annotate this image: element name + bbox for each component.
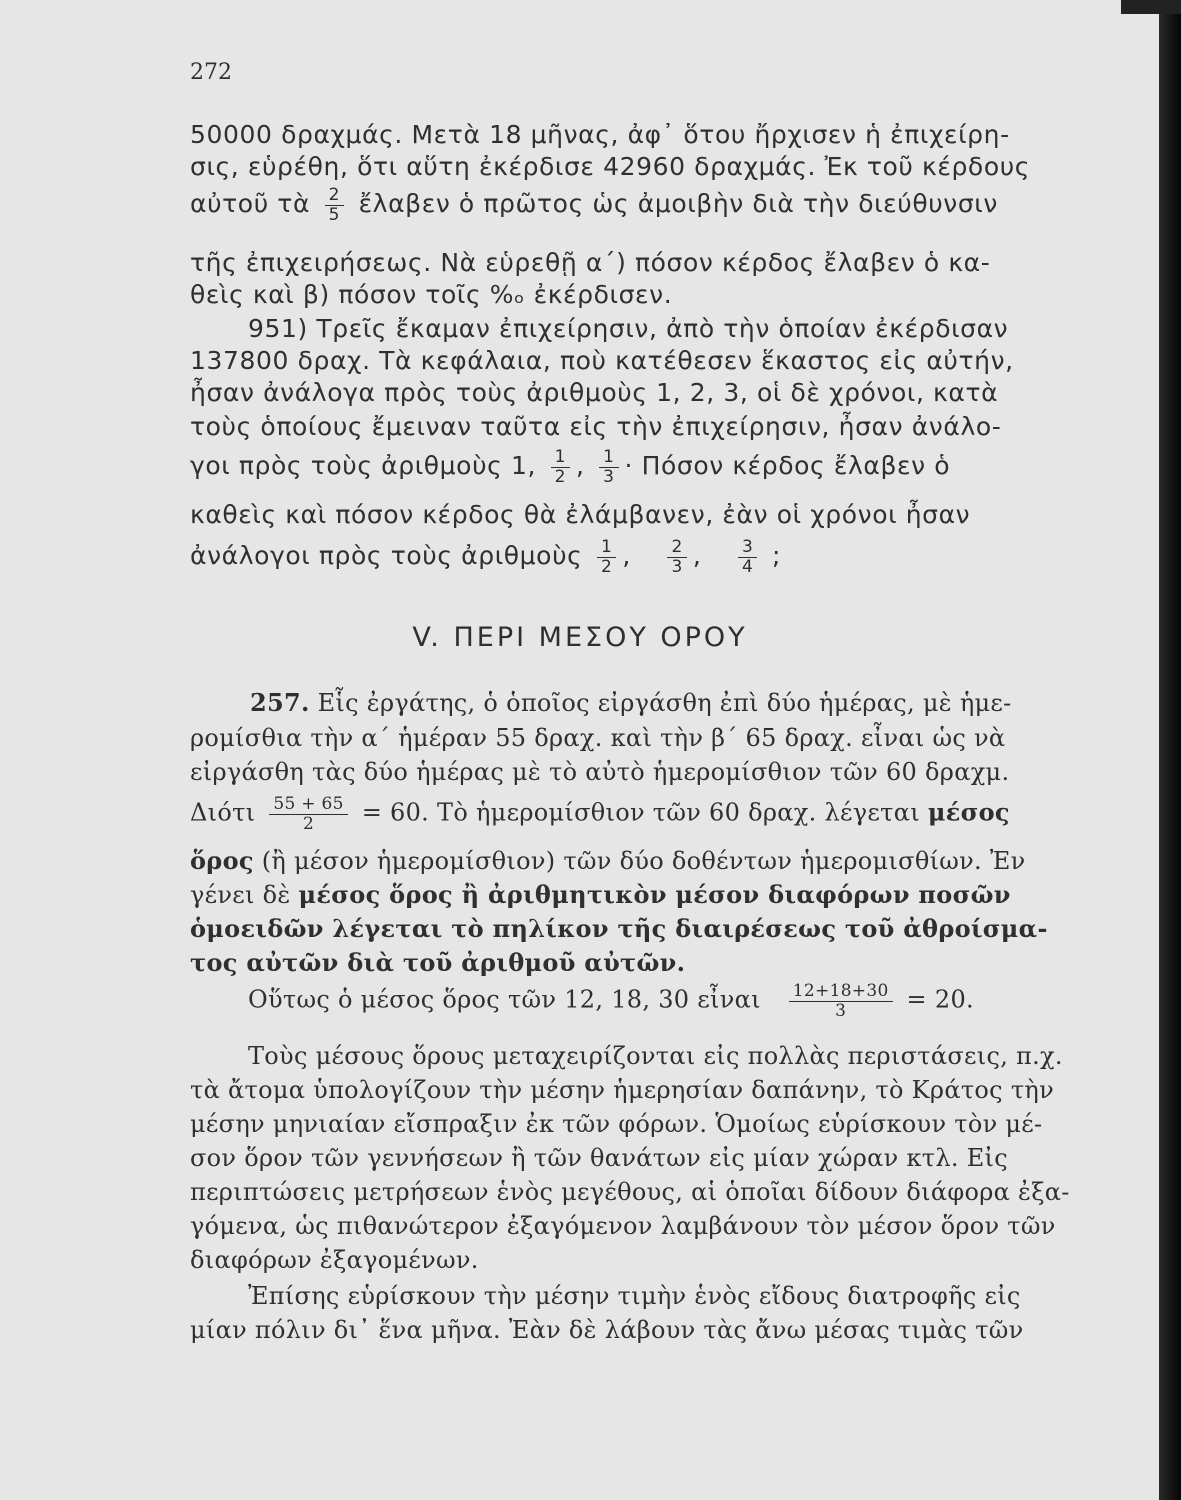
text-line <box>250 688 1012 717</box>
fraction <box>325 186 344 224</box>
fraction-numerator: 1 <box>597 538 616 558</box>
text-span: μέσην μηνιαίαν εἴσπραξιν ἐκ τῶν φόρων. Ὁμοίως εὑρίσκουν τὸν μέ- <box>190 1110 1043 1138</box>
text-span: θεὶς καὶ β) πόσον τοῖς %ₒ ἐκέρδισεν. <box>190 280 673 309</box>
text-line <box>190 346 1014 375</box>
text-span: Τοὺς μέσους ὅρους μεταχειρίζονται εἰς πολλὰς περιστάσεις, π.χ. <box>248 1042 1063 1070</box>
text-span: Οὕτως ὁ μέσος ὅρος τῶν 12, 18, 30 εἶναι <box>248 985 761 1014</box>
fraction-denominator: 4 <box>742 556 754 577</box>
text-span: (ἢ μέσον ἡμερομίσθιον) τῶν δύο δοθέντων ἡμερομισθίων. Ἐν <box>261 847 1026 875</box>
text-line <box>190 1144 1008 1172</box>
text-span: αὐτοῦ τὰ <box>190 189 311 219</box>
text-span: τοὺς ὁποίους ἔμειναν ταῦτα εἰς τὴν ἐπιχείρησιν, ἦσαν ἀνάλο- <box>190 412 1002 441</box>
text-span: καθεὶς καὶ πόσον κέρδος θὰ ἐλάμβανεν, ἐὰν οἱ χρόνοι ἦσαν <box>190 500 971 529</box>
fraction-denominator: 2 <box>302 813 315 834</box>
fraction-denominator: 2 <box>600 556 613 577</box>
text-line <box>190 1246 479 1274</box>
text-span: σις, εὑρέθη, ὅτι αὕτη ἐκέρδισε 42960 δραχμάς. Ἐκ τοῦ κέρδους <box>190 152 1031 181</box>
fraction-numerator: 1 <box>551 448 570 468</box>
text-span: ἀνάλογοι πρὸς τοὺς ἀριθμοὺς <box>190 541 583 571</box>
text-line <box>190 914 1048 943</box>
text-span: , <box>692 541 702 571</box>
text-span: 951) Τρεῖς ἔκαμαν ἐπιχείρησιν, ἀπὸ τὴν ὁποίαν ἐκέρδισαν <box>248 314 1009 343</box>
text-span: εἰργάσθη τὰς δύο ἡμέρας μὲ τὸ αὐτὸ ἡμερομίσθιον τῶν 60 δραχμ. <box>190 758 1010 786</box>
fraction <box>738 538 757 576</box>
fraction-numerator: 2 <box>667 538 686 558</box>
text-span: γοι πρὸς τοὺς ἀριθμοὺς 1, <box>190 451 537 481</box>
fraction-denominator: 3 <box>603 466 615 487</box>
text-span: 137800 δραχ. Τὰ κεφάλαια, ποὺ κατέθεσεν ἕκαστος εἰς αὐτήν, <box>190 346 1014 375</box>
text-line <box>190 120 1010 149</box>
text-line <box>190 1178 1070 1206</box>
text-line <box>248 314 1008 343</box>
section-number: 257. <box>250 688 310 717</box>
text-span: γόμενα, ὡς πιθανώτερον ἐξαγόμενον λαμβάνουν τὸν μέσον ὅρον τῶν <box>190 1212 1056 1240</box>
fraction-numerator: 2 <box>325 186 344 206</box>
scan-border <box>1121 0 1181 14</box>
text-line <box>248 982 974 1020</box>
text-span: 50000 δραχμάς. Μετὰ 18 μῆνας, ἀφ᾽ ὅτου ἤρχισεν ἡ ἐπιχείρη- <box>190 120 1010 149</box>
text-span: ; <box>771 541 781 571</box>
text-line <box>190 412 1001 441</box>
text-span: Ἐπίσης εὑρίσκουν τὴν μέσην τιμὴν ἑνὸς εἴδους διατροφῆς εἰς <box>248 1282 1021 1310</box>
text-span: μίαν πόλιν δι᾽ ἕνα μῆνα. Ἐὰν δὲ λάβουν τὰς ἄνω μέσας τιμὰς τῶν <box>190 1316 1024 1344</box>
fraction-denominator: 5 <box>328 204 341 225</box>
definition-bold: μέσος ὅρος ἢ ἀριθμητικὸν μέσον διαφόρων ποσῶν <box>298 880 1011 909</box>
text-line <box>190 880 1011 909</box>
fraction-numerator: 12+18+30 <box>789 982 893 1002</box>
fraction-denominator: 2 <box>554 466 566 487</box>
text-line <box>248 1282 1021 1310</box>
text-span: σον ὅρον τῶν γεννήσεων ἢ τῶν θανάτων εἰς μίαν χώραν κτλ. Εἰς <box>190 1144 1008 1172</box>
text-line <box>190 186 998 224</box>
text-line <box>190 280 672 309</box>
text-span: τὰ ἄτομα ὑπολογίζουν τὴν μέσην ἡμερησίαν δαπάνην, τὸ Κράτος τὴν <box>190 1076 1054 1104</box>
text-line <box>190 846 1026 875</box>
text-line <box>190 724 1005 752</box>
text-span: = 60. Τὸ ἡμερομίσθιον τῶν 60 δραχ. λέγεται <box>361 798 920 827</box>
text-span: γένει δὲ <box>190 881 291 909</box>
text-span: · <box>624 451 634 481</box>
fraction <box>789 982 893 1020</box>
text-span: Διότι <box>190 798 256 827</box>
fraction <box>599 448 618 486</box>
term-bold: μέσος <box>927 797 1010 827</box>
text-span: ἔλαβεν ὁ πρῶτος ὡς ἀμοιβὴν διὰ τὴν διεύθυνσιν <box>358 189 998 219</box>
term-bold: ὅρος <box>190 846 254 875</box>
text-line <box>190 378 998 407</box>
fraction <box>551 448 570 486</box>
text-line <box>190 538 781 576</box>
text-line <box>190 500 970 529</box>
definition-bold: ὁμοειδῶν λέγεται τὸ πηλίκον τῆς διαιρέσεως τοῦ ἀθροίσμα- <box>190 914 1048 943</box>
text-span: = 20. <box>906 985 974 1014</box>
text-line <box>190 948 685 977</box>
fraction <box>667 538 686 576</box>
text-line <box>190 448 950 486</box>
fraction <box>269 795 347 833</box>
text-span: ἦσαν ἀνάλογα πρὸς τοὺς ἀριθμοὺς 1, 2, 3, οἱ δὲ χρόνοι, κατὰ <box>190 378 999 407</box>
fraction-denominator: 3 <box>835 1000 847 1021</box>
fraction-numerator: 3 <box>738 538 757 558</box>
text-line <box>190 1076 1054 1104</box>
text-span: , <box>575 451 585 481</box>
text-span: ρομίσθια τὴν α΄ ἡμέραν 55 δραχ. καὶ τὴν β΄ 65 δραχ. εἶναι ὡς νὰ <box>190 724 1006 752</box>
text-span: Εἷς ἐργάτης, ὁ ὁποῖος εἰργάσθη ἐπὶ δύο ἡμέρας, μὲ ἡμε- <box>317 689 1012 717</box>
text-line <box>190 152 1030 181</box>
text-line <box>190 795 1010 833</box>
section-heading: V. ΠΕΡΙ ΜΕΣΟΥ ΟΡΟΥ <box>412 622 748 653</box>
book-binding-edge <box>1159 0 1181 1500</box>
text-line <box>190 1316 1024 1344</box>
text-span: περιπτώσεις μετρήσεων ἑνὸς μεγέθους, αἱ ὁποῖαι δίδουν διάφορα ἐξα- <box>190 1178 1070 1206</box>
fraction <box>597 538 616 576</box>
text-line <box>190 758 1009 786</box>
text-line <box>190 248 990 277</box>
fraction-numerator: 1 <box>599 448 618 468</box>
text-line <box>190 1212 1056 1240</box>
fraction-numerator: 55 + 65 <box>269 795 347 815</box>
text-span: Πόσον κέρδος ἔλαβεν ὁ <box>641 451 951 481</box>
text-span: διαφόρων ἐξαγομένων. <box>190 1246 479 1274</box>
text-span: τῆς ἐπιχειρήσεως. Νὰ εὑρεθῇ α΄) πόσον κέρδος ἔλαβεν ὁ κα- <box>190 248 991 277</box>
page-number: 272 <box>190 60 232 85</box>
text-span: , <box>622 541 631 571</box>
fraction-denominator: 3 <box>671 556 683 577</box>
text-line <box>190 1110 1042 1138</box>
text-line <box>248 1042 1063 1070</box>
definition-bold: τος αὐτῶν διὰ τοῦ ἀριθμοῦ αὐτῶν. <box>190 948 686 977</box>
